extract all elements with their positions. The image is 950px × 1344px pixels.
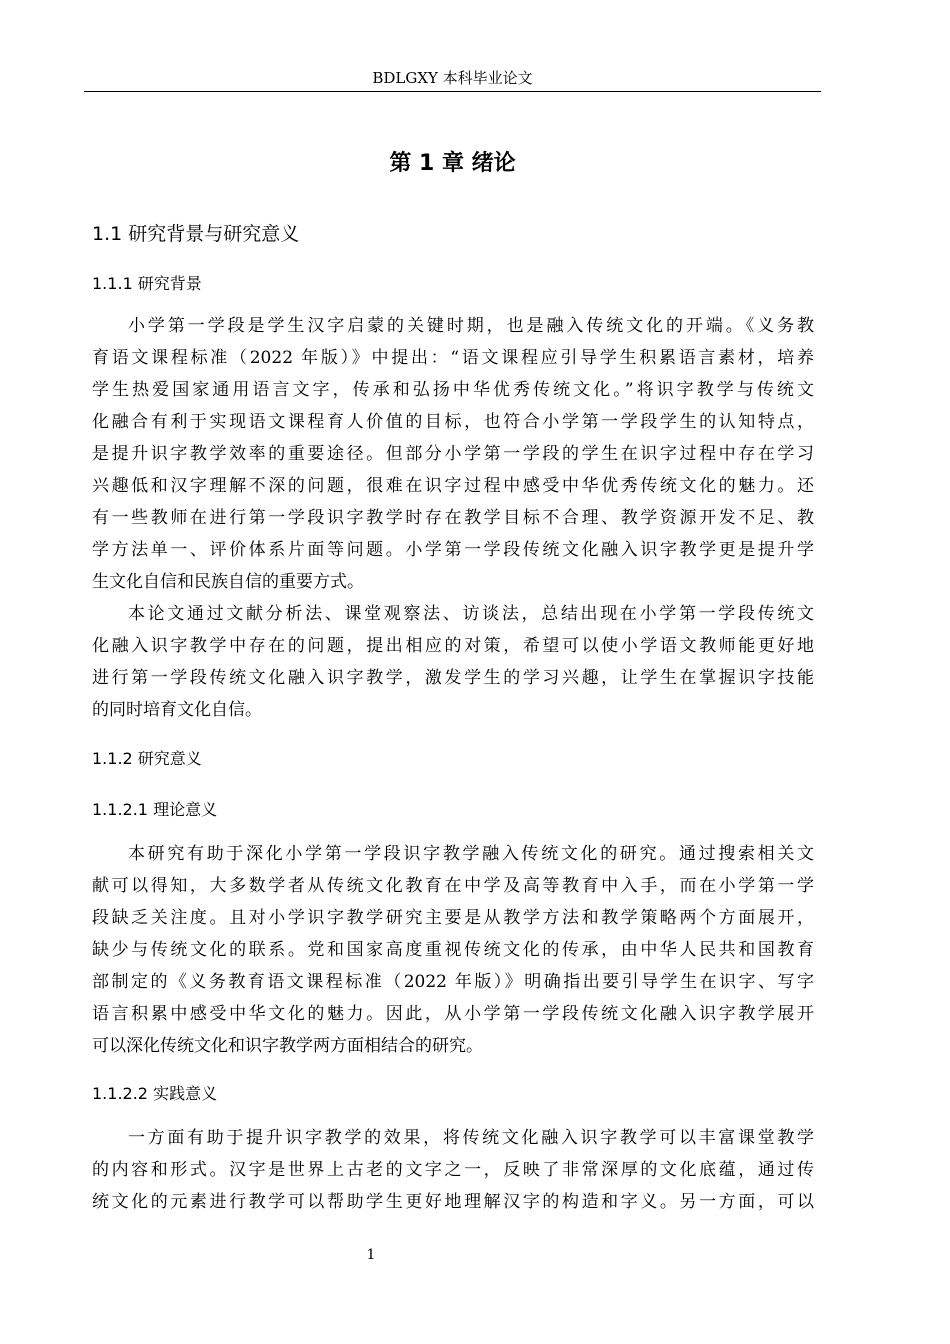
chapter-title: 第 1 章 绪论 xyxy=(389,151,516,176)
text-line: 语言积累中感受中华文化的魅力。因此，从小学第一学段传统文化融入识字教学展开 xyxy=(92,1004,814,1024)
text-line: 可以深化传统文化和识字教学两方面相结合的研究。 xyxy=(92,1036,483,1056)
text-line: 育语文课程标准（2022 年版）》中提出：“语文课程应引导学生积累语言素材，培养 xyxy=(92,348,814,368)
text-line: 统文化的元素进行教学可以帮助学生更好地理解汉字的构造和字义。另一方面，可以 xyxy=(92,1192,814,1212)
text-line: 的内容和形式。汉字是世界上古老的文字之一，反映了非常深厚的文化底蕴，通过传 xyxy=(92,1160,814,1180)
text-line: 部制定的《义务教育语文课程标准（2022 年版）》明确指出要引导学生在识字、写字 xyxy=(92,972,814,992)
paragraph-research-method xyxy=(92,598,814,726)
text-line: 是提升识字教学效率的重要途径。但部分小学第一学段的学生在识字过程中存在学习 xyxy=(92,444,814,464)
page-number: 1 xyxy=(366,1247,376,1263)
text-line: 本研究有助于深化小学第一学段识字教学融入传统文化的研究。通过搜索相关文 xyxy=(128,844,814,864)
header-rule xyxy=(84,91,821,92)
text-line: 学方法单一、评价体系片面等问题。小学第一学段传统文化融入识字教学更是提升学 xyxy=(92,540,814,560)
text-line: 兴趣低和汉字理解不深的问题，很难在识字过程中感受中华优秀传统文化的魅力。还 xyxy=(92,476,814,496)
section-heading-1-1-2: 1.1.2 研究意义 xyxy=(92,749,202,768)
section-heading-1-1-2-2: 1.1.2.2 实践意义 xyxy=(92,1084,218,1103)
text-line: 进行第一学段传统文化融入识字教学，激发学生的学习兴趣，让学生在掌握识字技能 xyxy=(92,668,814,688)
text-line: 一方面有助于提升识字教学的效果，将传统文化融入识字教学可以丰富课堂教学 xyxy=(128,1128,814,1148)
paragraph-theoretical-significance xyxy=(92,838,814,1062)
text-line: 缺少与传统文化的联系。党和国家高度重视传统文化的传承，由中华人民共和国教育 xyxy=(92,940,814,960)
text-line: 化融合有利于实现语文课程育人价值的目标，也符合小学第一学段学生的认知特点， xyxy=(92,412,814,432)
text-line: 学生热爱国家通用语言文字，传承和弘扬中华优秀传统文化。”将识字教学与传统文 xyxy=(92,380,814,400)
text-line: 本论文通过文献分析法、课堂观察法、访谈法，总结出现在小学第一学段传统文 xyxy=(128,604,814,624)
text-line: 化融入识字教学中存在的问题，提出相应的对策，希望可以使小学语文教师能更好地 xyxy=(92,636,814,656)
section-heading-1-1-1: 1.1.1 研究背景 xyxy=(92,274,202,293)
text-line: 的同时培育文化自信。 xyxy=(92,700,262,720)
text-line: 有一些教师在进行第一学段识字教学时存在教学目标不合理、教学资源开发不足、教 xyxy=(92,508,814,528)
text-line: 献可以得知，大多数学者从传统文化教育在中学及高等教育中入手，而在小学第一学 xyxy=(92,876,814,896)
text-line: 生文化自信和民族自信的重要方式。 xyxy=(92,572,364,592)
section-heading-1-1-2-1: 1.1.2.1 理论意义 xyxy=(92,800,218,819)
running-header: BDLGXY 本科毕业论文 xyxy=(372,69,533,87)
section-heading-1-1: 1.1 研究背景与研究意义 xyxy=(92,223,300,245)
text-line: 段缺乏关注度。且对小学识字教学研究主要是从教学方法和教学策略两个方面展开， xyxy=(92,908,814,928)
paragraph-research-background xyxy=(92,310,814,598)
paragraph-practical-significance xyxy=(92,1122,814,1218)
text-line: 小学第一学段是学生汉字启蒙的关键时期，也是融入传统文化的开端。《义务教 xyxy=(128,316,814,336)
